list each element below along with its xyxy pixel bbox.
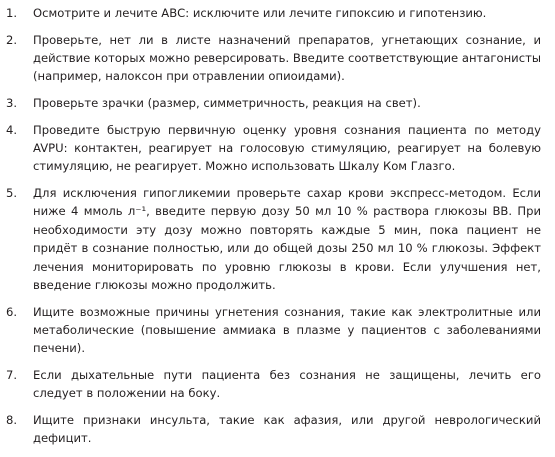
step-text: Осмотрите и лечите АВС: исключите или лечите гипоксию и гипотензию. [33,6,487,20]
step-text: Проверьте зрачки (размер, симметричность, реакция на свет). [33,96,421,110]
step-number: 1. [6,6,18,20]
step-number: 8. [6,413,18,428]
list-item-step-2 [6,31,541,86]
step-text: Для исключения гипогликемии проверьте сахар крови экспресс-методом. Если ниже 4 ммоль л⁻¹, введите первую дозу 50 мл 10 % раствора глюкозы ВВ. При необходимости эту дозу можно повторять каждые 5 мин, пока пациент не придёт в сознание полностью, или до общей дозы 250 мл 10 % глюкозы. Эффект лечения мониторировать по уровню глюкозы в крови. Если улучшения нет, введение глюкозы можно продолжить. [33,186,541,293]
step-text: Ищите признаки инсульта, такие как афазия, или другой неврологический дефицит. [33,413,541,446]
list-item-step-3 [6,94,541,112]
step-text: Ищите возможные причины угнетения сознания, такие как электролитные или метаболические (повышение аммиака в плазме у пациентов с заболеваниями печени). [33,304,541,356]
step-number: 4. [6,122,18,137]
list-item-step-4 [6,121,541,176]
list-item-step-1 [6,4,541,22]
steps-list [6,4,541,448]
list-item-step-7 [6,366,541,403]
list-item-step-6 [6,303,541,358]
step-text: Если дыхательные пути пациента без сознания не защищены, лечить его следует в положении на боку. [33,368,541,401]
step-text: Проверьте, нет ли в листе назначений препаратов, угнетающих сознание, и действие которых можно реверсировать. Введите соответствующие антагонисты (например, налоксон при отравлении опиоидами). [33,32,541,84]
step-number: 3. [6,96,18,110]
step-number: 2. [6,32,18,47]
step-number: 7. [6,368,18,383]
step-number: 6. [6,304,18,319]
step-text: Проведите быструю первичную оценку уровня сознания пациента по методу AVPU: контактен, реагирует на голосовую стимуляцию, реагирует на болевую стимуляцию, не реагирует. Можно использовать Шкалу Ком Глазго. [33,122,541,174]
list-item-step-8 [6,411,541,448]
list-item-step-5 [6,184,541,294]
step-number: 5. [6,186,18,200]
